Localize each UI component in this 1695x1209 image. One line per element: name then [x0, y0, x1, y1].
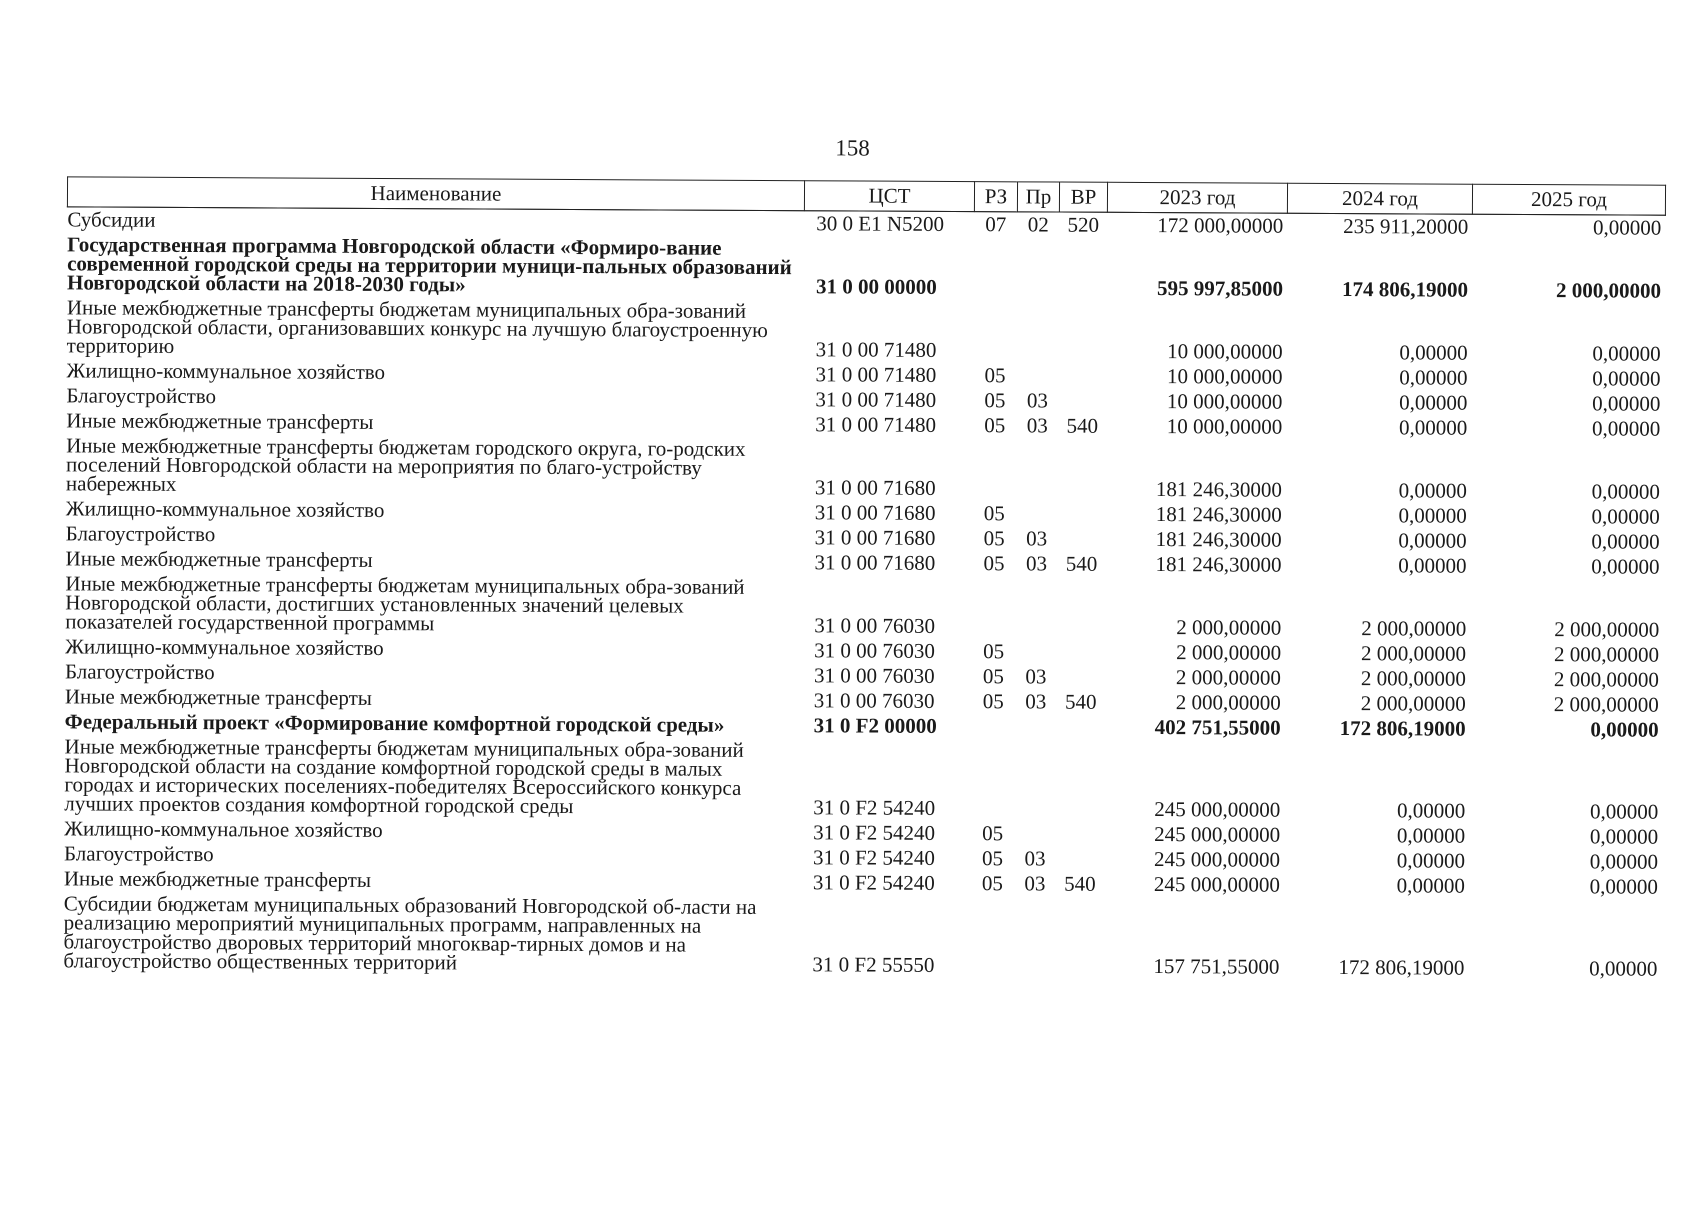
row-2023: 10 000,00000 — [1167, 339, 1283, 364]
header-name: Наименование — [67, 177, 804, 211]
row-name: Иные межбюджетные трансферты бюджетам муниципальных обра-зований Новгородской области, организовавших конкурс на лучшую благоустроенную территорию — [66, 295, 768, 358]
row-2025: 2 000,00000 — [1553, 692, 1659, 717]
row-2024: 0,00000 — [1398, 553, 1467, 578]
row-cst: 31 0 F2 00000 — [813, 713, 937, 738]
row-cst: 31 0 00 71480 — [815, 387, 937, 412]
row-2023: 245 000,00000 — [1154, 797, 1281, 822]
header-2025: 2025 год — [1472, 184, 1665, 215]
row-2025: 0,00000 — [1591, 529, 1660, 554]
row-cst: 31 0 F2 54240 — [812, 870, 935, 895]
page-number: 158 — [835, 135, 870, 161]
row-cst: 31 0 00 71680 — [814, 525, 936, 550]
header-cst: ЦСТ — [804, 181, 974, 212]
row-cst: 31 0 F2 54240 — [813, 795, 936, 820]
row-pr — [1015, 714, 1057, 739]
table-row — [63, 891, 1661, 981]
row-name: Благоустройство — [64, 659, 215, 685]
row-pr — [1017, 237, 1059, 300]
row-cst: 31 0 00 71680 — [814, 550, 936, 575]
row-rz: 05 — [982, 664, 1005, 689]
row-pr — [1016, 501, 1058, 526]
row-name: Субсидии бюджетам муниципальных образований Новгородской об-ласти на реализацию мероприятий муниципальных программ, направленных на благоустройство дворовых территорий многоквар-тирных домов и на благоустройство общественных территорий — [63, 891, 757, 975]
row-rz — [972, 714, 1015, 739]
row-cst: 31 0 00 76030 — [813, 688, 935, 713]
row-rz: 05 — [983, 501, 1005, 526]
row-2025: 0,00000 — [1589, 799, 1659, 824]
row-name: Иные межбюджетные трансферты бюджетам муниципальных обра-зований Новгородской области на создание комфортной городской среды в малых городах и исторических поселениях-победителях Всероссийского конкурса лучших проектов создания комфортной городской среды — [64, 734, 744, 819]
table-row — [66, 433, 1664, 504]
row-name: Иные межбюджетные трансферты бюджетам городского округа, го-родских поселений Новгородской области на мероприятия по благо-устройству набережных — [65, 433, 746, 496]
row-2023: 245 000,00000 — [1154, 822, 1281, 847]
row-vr — [1056, 847, 1104, 872]
row-name: Благоустройство — [63, 841, 214, 867]
row-pr: 03 — [1026, 388, 1048, 413]
row-2023: 10 000,00000 — [1166, 414, 1283, 439]
row-2024: 2 000,00000 — [1360, 691, 1466, 716]
row-vr — [1057, 577, 1105, 640]
row-2025: 0,00000 — [1592, 391, 1661, 416]
row-rz: 05 — [984, 388, 1006, 413]
budget-table — [63, 176, 1666, 981]
table-row — [65, 571, 1663, 642]
row-2023: 245 000,00000 — [1153, 847, 1281, 872]
row-name: Федеральный проект «Формирование комфортной городской среды» — [64, 709, 725, 737]
row-2023: 402 751,55000 — [1154, 715, 1281, 740]
row-pr: 03 — [1025, 689, 1047, 714]
row-pr: 03 — [1026, 526, 1048, 551]
row-cst: 31 0 00 71480 — [815, 362, 937, 387]
row-cst: 31 0 00 76030 — [814, 613, 936, 638]
row-pr: 03 — [1026, 413, 1048, 438]
row-2024: 0,00000 — [1396, 873, 1465, 898]
row-name: Благоустройство — [65, 521, 216, 547]
row-pr — [1016, 438, 1058, 501]
table-row-program — [67, 232, 1665, 303]
row-cst: 31 0 00 76030 — [813, 663, 935, 688]
row-vr — [1058, 364, 1106, 389]
row-vr — [1058, 439, 1106, 502]
header-2024: 2024 год — [1287, 183, 1472, 214]
row-rz: 05 — [984, 363, 1006, 388]
row-2025: 0,00000 — [1591, 416, 1661, 441]
row-2025: 0,00000 — [1591, 504, 1660, 529]
row-2024: 2 000,00000 — [1361, 616, 1467, 641]
row-pr: 02 — [1027, 212, 1049, 237]
row-cst: 31 0 F2 55550 — [812, 952, 935, 977]
row-name: Иные межбюджетные трансферты — [63, 866, 372, 892]
row-2024: 0,00000 — [1396, 848, 1466, 873]
row-rz — [972, 576, 1015, 639]
row-2023: 181 246,30000 — [1155, 502, 1282, 527]
row-2023: 181 246,30000 — [1155, 477, 1283, 502]
row-vr — [1055, 897, 1103, 979]
row-2025: 2 000,00000 — [1553, 667, 1660, 692]
row-pr — [1015, 576, 1057, 639]
row-vr — [1059, 301, 1107, 364]
row-pr: 03 — [1026, 551, 1048, 576]
row-2025: 0,00000 — [1592, 366, 1661, 391]
row-2024: 0,00000 — [1396, 798, 1466, 823]
row-2025: 0,00000 — [1589, 874, 1658, 899]
row-vr — [1056, 740, 1104, 822]
row-vr — [1058, 502, 1106, 527]
row-2025: 0,00000 — [1593, 215, 1662, 240]
row-cst: 31 0 00 76030 — [814, 638, 935, 663]
row-pr — [1016, 363, 1058, 388]
row-pr: 03 — [1024, 871, 1046, 896]
row-2023: 2 000,00000 — [1176, 640, 1282, 665]
row-pr — [1014, 821, 1056, 846]
row-rz: 05 — [983, 639, 1005, 664]
row-2024: 0,00000 — [1399, 365, 1468, 390]
row-2024: 0,00000 — [1398, 415, 1468, 440]
row-rz — [971, 739, 1014, 821]
row-rz: 05 — [981, 871, 1003, 896]
row-2025: 0,00000 — [1589, 824, 1659, 849]
row-name: Иные межбюджетные трансферты — [65, 546, 373, 572]
row-name: Иные межбюджетные трансферты — [66, 408, 374, 434]
row-cst: 31 0 00 71480 — [815, 337, 937, 362]
row-pr: 03 — [1024, 846, 1046, 871]
row-2024: 2 000,00000 — [1360, 666, 1467, 691]
row-2023: 2 000,00000 — [1175, 690, 1281, 715]
row-2023: 181 246,30000 — [1155, 527, 1282, 552]
row-2023: 2 000,00000 — [1175, 665, 1282, 690]
row-name: Субсидии — [67, 207, 156, 232]
row-2025: 0,00000 — [1591, 479, 1661, 504]
row-rz: 05 — [982, 689, 1004, 714]
row-rz: 05 — [984, 413, 1006, 438]
row-cst: 30 0 E1 N5200 — [816, 211, 945, 236]
row-vr: 540 — [1066, 413, 1099, 438]
row-2024: 172 806,19000 — [1338, 955, 1465, 980]
row-rz: 07 — [985, 212, 1007, 237]
row-2025: 0,00000 — [1589, 849, 1659, 874]
row-name: Государственная программа Новгородской области «Формиро-вание современной городской среды на территории муници-пальных образований Новгородской области на 2018-2030 годы» — [66, 232, 792, 297]
row-name: Жилищно-коммунальное хозяйство — [66, 358, 386, 385]
row-2023: 595 997,85000 — [1156, 276, 1284, 301]
row-vr — [1057, 665, 1105, 690]
row-pr: 03 — [1025, 664, 1047, 689]
row-rz: 05 — [983, 551, 1005, 576]
row-cst: 31 0 00 71680 — [814, 475, 936, 500]
row-vr — [1057, 715, 1105, 740]
header-2023: 2023 год — [1107, 182, 1287, 213]
row-pr — [1015, 639, 1057, 664]
row-2024: 0,00000 — [1398, 528, 1467, 553]
row-name: Жилищно-коммунальное хозяйство — [64, 816, 383, 843]
row-vr — [1058, 389, 1106, 414]
row-name: Благоустройство — [66, 383, 217, 409]
row-vr — [1059, 238, 1107, 301]
row-2023: 245 000,00000 — [1153, 872, 1280, 897]
table-body — [63, 207, 1665, 982]
row-name: Иные межбюджетные трансферты бюджетам муниципальных обра-зований Новгородской области, достигших установленных значений целевых показателей государственной программы — [65, 571, 745, 636]
table-row — [67, 295, 1665, 366]
row-2023: 10 000,00000 — [1166, 389, 1283, 414]
row-pr — [1017, 300, 1059, 363]
row-vr: 520 — [1067, 212, 1100, 237]
table-row — [64, 734, 1662, 824]
row-2024: 0,00000 — [1398, 503, 1467, 528]
row-2025: 2 000,00000 — [1554, 642, 1660, 667]
header-vr: ВР — [1059, 182, 1107, 212]
header-rz: РЗ — [974, 182, 1017, 212]
row-name: Жилищно-коммунальное хозяйство — [65, 634, 384, 661]
row-2025: 0,00000 — [1591, 554, 1660, 579]
row-2024: 172 806,19000 — [1339, 716, 1466, 741]
row-cst: 31 0 00 00000 — [815, 274, 937, 299]
row-2025: 0,00000 — [1589, 956, 1658, 981]
row-rz — [974, 237, 1017, 300]
row-cst: 31 0 F2 54240 — [813, 820, 936, 845]
row-2024: 235 911,20000 — [1343, 214, 1469, 239]
header-pr: Пр — [1017, 182, 1059, 212]
row-2024: 0,00000 — [1399, 390, 1468, 415]
row-cst: 31 0 00 71480 — [815, 412, 937, 437]
row-vr: 540 — [1065, 689, 1097, 714]
row-vr — [1057, 640, 1105, 665]
row-pr — [1014, 739, 1056, 821]
row-2025: 2 000,00000 — [1555, 278, 1662, 303]
row-rz — [970, 896, 1013, 978]
row-vr: 540 — [1064, 871, 1096, 896]
row-vr: 540 — [1065, 551, 1098, 576]
row-cst: 31 0 00 71680 — [814, 500, 936, 525]
row-2023: 172 000,00000 — [1157, 213, 1284, 238]
row-2025: 0,00000 — [1592, 341, 1661, 366]
row-2024: 0,00000 — [1396, 823, 1466, 848]
row-2025: 0,00000 — [1590, 717, 1659, 742]
row-cst: 31 0 F2 54240 — [812, 845, 936, 870]
row-2024: 0,00000 — [1398, 478, 1468, 503]
row-2024: 174 806,19000 — [1341, 277, 1469, 302]
row-2023: 2 000,00000 — [1176, 615, 1282, 640]
row-pr — [1013, 896, 1055, 978]
row-2025: 2 000,00000 — [1554, 617, 1660, 642]
row-2023: 157 751,55000 — [1153, 954, 1280, 979]
row-rz — [974, 300, 1017, 363]
row-2024: 2 000,00000 — [1361, 641, 1467, 666]
row-name: Жилищно-коммунальное хозяйство — [65, 496, 385, 523]
row-2024: 0,00000 — [1399, 340, 1468, 365]
row-rz: 05 — [983, 526, 1005, 551]
row-2023: 10 000,00000 — [1166, 364, 1283, 389]
row-rz — [973, 438, 1016, 501]
row-rz: 05 — [981, 846, 1004, 871]
row-vr — [1056, 822, 1104, 847]
row-name: Иные межбюджетные трансферты — [64, 684, 372, 710]
row-2023: 181 246,30000 — [1155, 552, 1282, 577]
row-vr — [1058, 527, 1106, 552]
row-rz: 05 — [982, 821, 1004, 846]
